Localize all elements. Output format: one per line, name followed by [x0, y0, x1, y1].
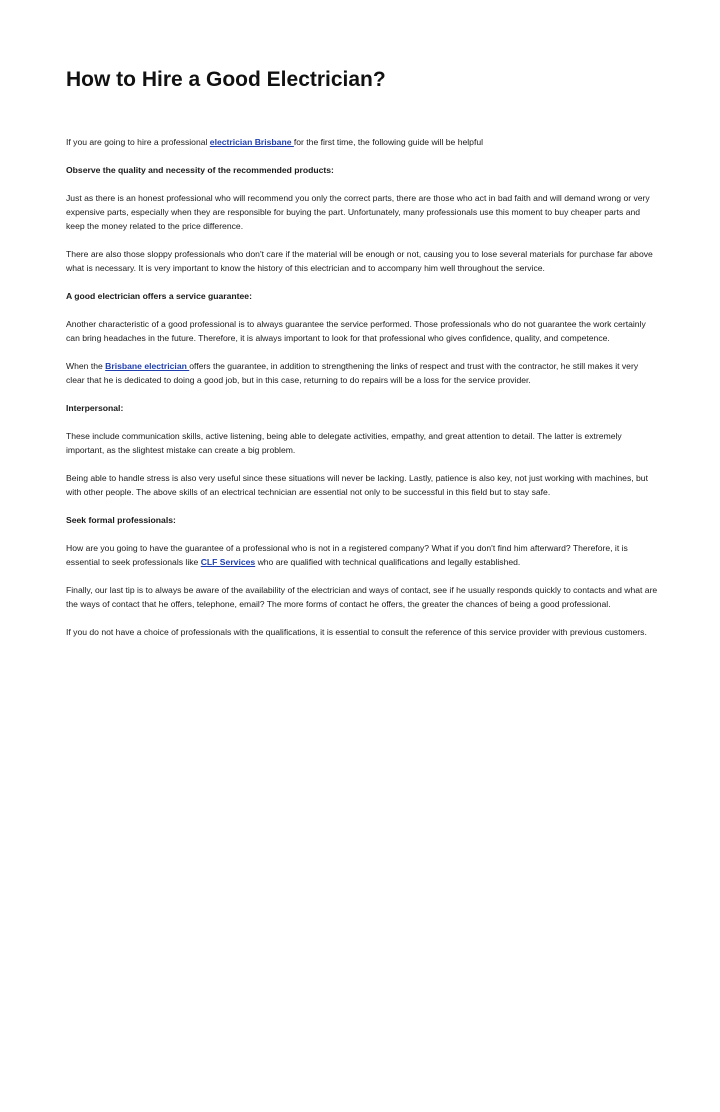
- paragraph-communication-skills: These include communication skills, active listening, being able to delegate activities, empathy, and great attention to detail. The latter is extremely important, as the slightest mistake can create a big problem.: [66, 431, 622, 455]
- clf-services-link[interactable]: CLF Services: [200, 557, 256, 567]
- section-heading-guarantee: A good electrician offers a service guarantee:: [66, 291, 252, 301]
- page-title: How to Hire a Good Electrician?: [66, 68, 386, 91]
- p4-text-before: When the: [66, 361, 106, 371]
- section-heading-formal-professionals: Seek formal professionals:: [66, 515, 176, 525]
- brisbane-electrician-link[interactable]: Brisbane electrician: [105, 361, 190, 371]
- paragraph-guarantee-trust: [66, 359, 658, 387]
- paragraph-honest-professional: Just as there is an honest professional who will recommend you only the correct parts, there are those who act in bad faith and will demand wrong or very expensive parts, especially when they are responsible for buying the part. Unfortunately, many professionals use this moment to buy cheaper parts and keep the money related to the price difference.: [66, 193, 650, 231]
- section-heading-quality: Observe the quality and necessity of the recommended products:: [66, 165, 334, 175]
- p7-text-after: who are qualified with technical qualifications and legally established.: [255, 557, 521, 567]
- paragraph-sloppy-professionals: There are also those sloppy professionals who don't care if the material will be enough or not, causing you to lose several materials for purchase far above what is necessary. It is very important to know the history of this electrician and to accompany him well throughout the service.: [66, 249, 653, 273]
- paragraph-stress-patience: Being able to handle stress is also very useful since these situations will never be lacking. Lastly, patience is also key, not just working with machines, but with other people. The above skills of an electrical technician are essential not only to be successful in this field but to stay safe.: [66, 473, 648, 497]
- intro-text-before: If you are going to hire a professional: [66, 137, 210, 147]
- intro-text-after: for the first time, the following guide will be helpful: [293, 137, 484, 147]
- paragraph-registered-company: [66, 541, 658, 569]
- paragraph-guarantee-characteristic: Another characteristic of a good professional is to always guarantee the service performed. Those professionals who do not guarantee the work certainly can bring headaches in the future. Therefore, it is always important to look for that professional who gives confidence, quality, and competence.: [66, 319, 646, 343]
- electrician-brisbane-link[interactable]: electrician Brisbane: [209, 137, 294, 147]
- intro-paragraph: [66, 135, 658, 149]
- p7-text-before: How are you going to have the guarantee of a professional who is not in a registered company? What if you don't find him afterward? Therefore, it is essential to seek professionals like: [66, 543, 628, 567]
- paragraph-availability-contact: Finally, our last tip is to always be aware of the availability of the electrician and ways of contact, see if he usually responds quickly to contacts and what are the ways of contact that he offers, telephone, email? The more forms of contact he offers, the greater the chances of being a good professional.: [66, 585, 658, 609]
- p4-text-after: offers the guarantee, in addition to strengthening the links of respect and trust with the contractor, he still makes it very clear that he is dedicated to doing a good job, but in this case, returning to do repairs will be a loss for the service provider.: [66, 361, 639, 385]
- document-content: [66, 66, 658, 639]
- section-heading-interpersonal: Interpersonal:: [66, 403, 124, 413]
- paragraph-references: If you do not have a choice of professionals with the qualifications, it is essential to consult the reference of this service provider with previous customers.: [66, 627, 647, 637]
